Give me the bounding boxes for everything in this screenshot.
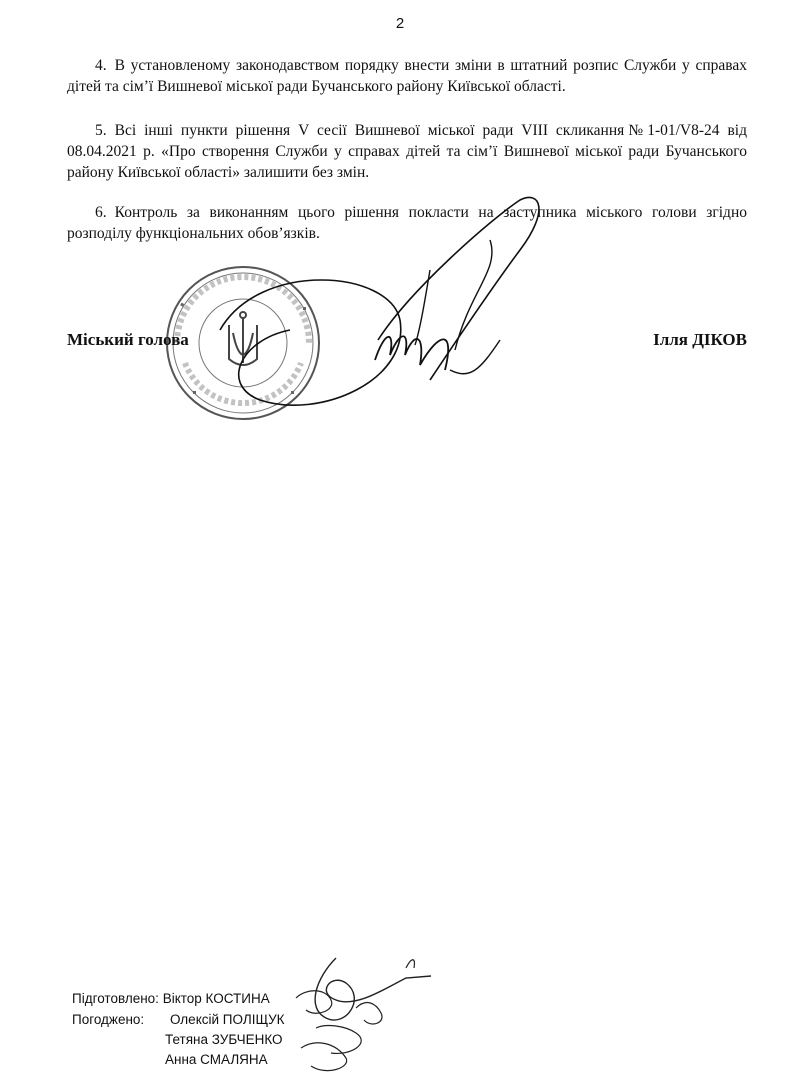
agreed-line-3 — [165, 1052, 268, 1067]
agreed-label: Погоджено: — [72, 1012, 145, 1027]
prepared-label: Підготовлено: — [72, 991, 159, 1006]
signatory-name: Ілля ДІКОВ — [653, 330, 747, 349]
agreed-name-3: Анна СМАЛЯНА — [165, 1052, 268, 1067]
paragraph-text: Контроль за виконанням цього рішення покласти на заступника міського голови згідно розподілу функціональних обов’язків. — [67, 204, 747, 242]
mayor-signature — [200, 180, 580, 440]
prepared-by-line — [72, 991, 270, 1006]
paragraph-5 — [67, 120, 747, 183]
signature-row — [67, 330, 747, 354]
paragraph-4 — [67, 55, 747, 97]
approval-signature — [276, 938, 446, 1078]
paragraph-number: 6. — [95, 204, 107, 221]
paragraph-number: 4. — [95, 57, 107, 74]
paragraph-text: Всі інші пункти рішення V сесії Вишневої міської ради VIII скликання№1-01/V8-24 від 08.04.2021 р. «Про створення Служби у справах дітей та сім’ї Вишневої міської ради Бучанського району Київської області» залишити без змін. — [67, 122, 747, 181]
paragraph-text: В установленому законодавством порядку внести зміни в штатний розпис Служби у справах дітей та сім’ї Вишневої міської ради Бучанського району Київської області. — [67, 57, 747, 95]
agreed-name-1: Олексій ПОЛІЩУК — [169, 1012, 285, 1027]
agreed-name-2: Тетяна ЗУБЧЕНКО — [165, 1032, 283, 1047]
page-number: 2 — [395, 15, 405, 32]
paragraph-number: 5. — [95, 122, 107, 139]
signatory-position: Міський голова — [67, 330, 189, 349]
agreed-line-2 — [165, 1032, 283, 1047]
agreed-line — [72, 1012, 285, 1027]
prepared-by-name: Віктор КОСТИНА — [162, 991, 270, 1006]
